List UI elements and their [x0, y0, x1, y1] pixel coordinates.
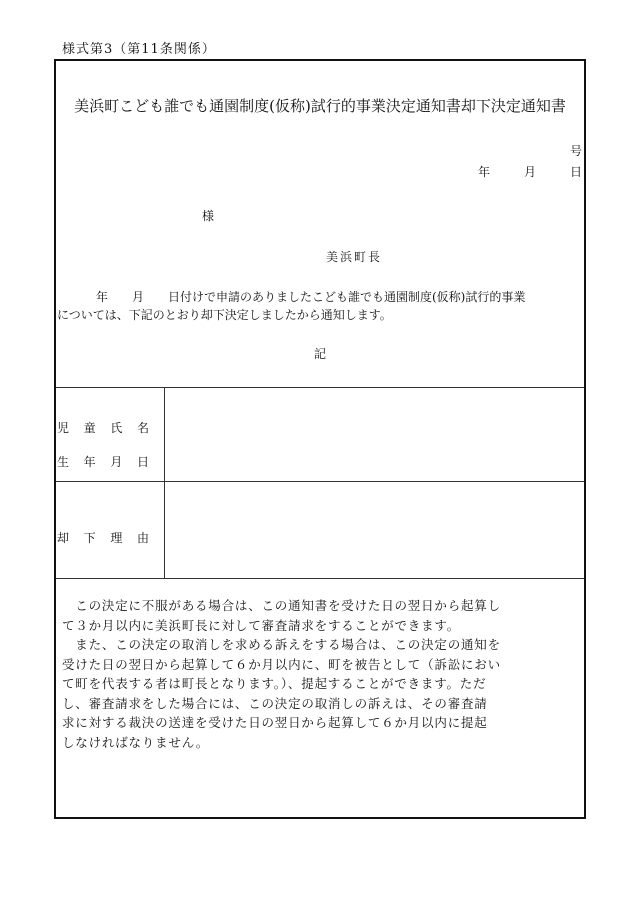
- table-middle-divider: [56, 481, 584, 482]
- notice-line: また、この決定の取消しを求める訴えをする場合は、この決定の通知を: [62, 637, 501, 652]
- notice-line: て町を代表する者は町長となります。）、提起することができます。ただ: [62, 676, 487, 691]
- table-column-divider: [164, 387, 165, 578]
- child-name-label: 児 童 氏 名: [57, 421, 149, 435]
- form-number-label: 様式第3（第11条関係）: [62, 42, 216, 57]
- notice-line: し、審査請求をした場合には、この決定の取消しの訴えは、その審査請: [62, 695, 488, 711]
- notice-line: 受けた日の翌日から起算して６か月以内に、町を被告として（訴訟におい: [62, 656, 501, 672]
- date-month-label: 月: [523, 165, 536, 179]
- notice-line: しなければなりません。: [62, 734, 210, 750]
- document-number-label: 号: [569, 144, 582, 158]
- addressee-suffix: 様: [202, 209, 215, 223]
- notice-line: て３か月以内に美浜町長に対して審査請求をすることができます。: [62, 617, 461, 633]
- issuer-name: 美浜町長: [326, 250, 383, 264]
- body-line-2: については、下記のとおり却下決定しましたから通知します。: [57, 308, 392, 322]
- birth-date-label: 生 年 月 日: [57, 455, 149, 469]
- table-bottom-divider: [56, 578, 584, 579]
- body-line-1: 年 月 日付けで申請のありましたこども誰でも通園制度(仮称)試行的事業: [96, 290, 526, 304]
- date-year-label: 年: [477, 165, 490, 179]
- rejection-reason-label: 却 下 理 由: [57, 531, 149, 545]
- appeal-notice: [62, 596, 582, 752]
- date-day-label: 日: [569, 165, 582, 179]
- notice-line: 求に対する裁決の送達を受けた日の翌日から起算して６か月以内に提起: [62, 715, 488, 730]
- notice-line: この決定に不服がある場合は、この通知書を受けた日の翌日から起算し: [62, 598, 501, 613]
- issue-date: [478, 163, 582, 180]
- ki-heading: 記: [313, 347, 326, 361]
- table-top-divider: [56, 387, 584, 388]
- document-title: 美浜町こども誰でも通園制度(仮称)試行的事業決定通知書却下決定通知書: [74, 97, 566, 115]
- notice-form-frame: [54, 59, 586, 819]
